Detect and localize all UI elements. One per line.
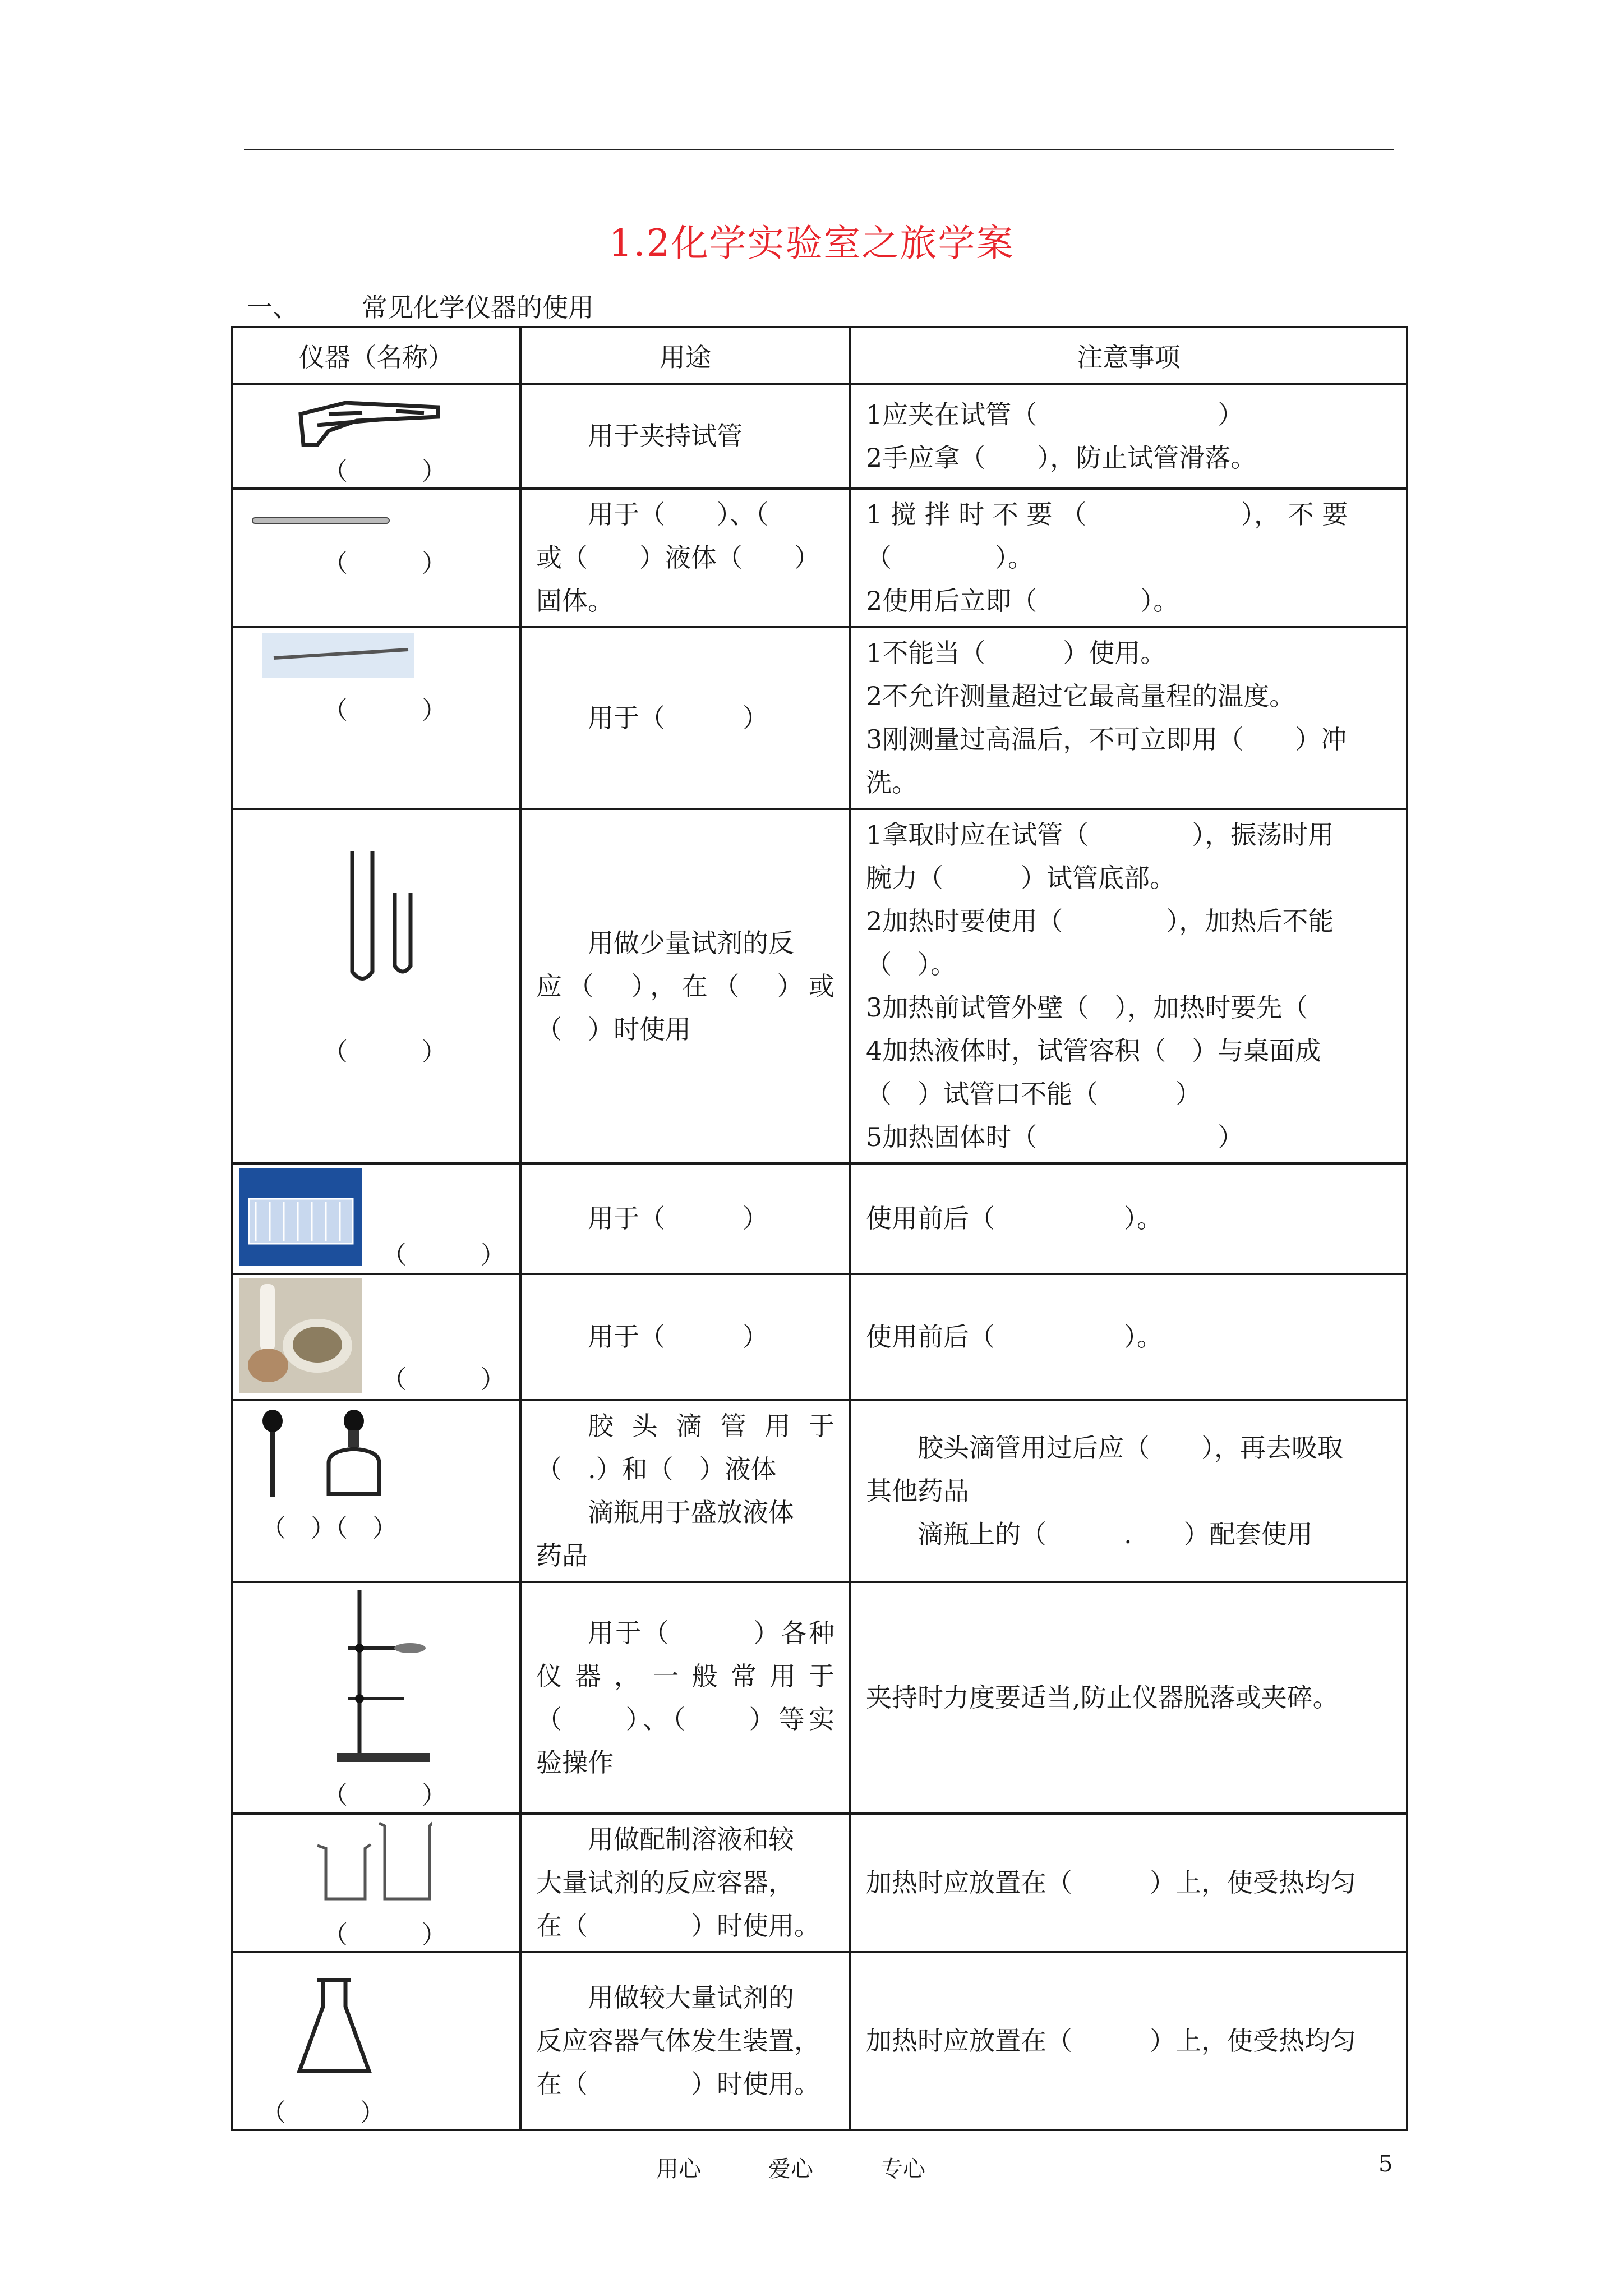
note-line: 1 搅 拌 时 不 要 （ ）， 不 要 — [866, 499, 1348, 530]
use-text: （ ）、（ ）等实 — [536, 1704, 834, 1734]
test-tube-holder-icon — [295, 392, 446, 448]
note-line: 2手应拿（ ），防止试管滑落。 — [866, 442, 1257, 473]
instrument-cell — [232, 1582, 520, 1814]
use-text: 在（ ）时使用。 — [536, 1911, 820, 1941]
note-line: 1应夹在试管（ ） — [866, 399, 1244, 430]
section-number: 一、 — [247, 292, 298, 323]
table-row — [232, 1163, 1407, 1274]
use-text: 用于（ ）、（ — [588, 499, 768, 530]
use-text: 用于（ ） — [588, 1322, 768, 1352]
instrument-name-blank: （ ） — [323, 1921, 446, 1949]
use-cell — [520, 1163, 850, 1274]
page-number: 5 — [1378, 2151, 1393, 2177]
instrument-name-blank: （ ） — [382, 1365, 505, 1394]
table-row — [232, 489, 1407, 627]
table-row — [232, 627, 1407, 809]
notes-cell — [850, 1582, 1407, 1814]
use-text: 仪 器 ， 一 般 常 用 于 — [536, 1660, 834, 1691]
use-text: 用做少量试剂的反 — [588, 927, 794, 958]
use-text: 用于（ ）各种 — [588, 1617, 834, 1648]
instrument-cell — [232, 489, 520, 627]
instrument-name-blank: （ ） — [261, 2099, 385, 2127]
use-text: 固体。 — [536, 586, 614, 616]
note-line: 5加热固体时（ ） — [866, 1122, 1244, 1152]
instrument-name-blank: （ ） — [382, 1241, 505, 1269]
instrument-table — [231, 326, 1408, 2131]
thermometer-icon — [262, 633, 414, 678]
test-tube-icon — [345, 848, 418, 988]
column-header: 用途 — [520, 327, 850, 384]
notes-cell — [850, 1400, 1407, 1582]
note-line: 使用前后（ ）。 — [866, 1203, 1163, 1234]
notes-cell — [850, 1274, 1407, 1400]
page-title: 1.2化学实验室之旅学案 — [608, 222, 1015, 265]
note-line: 滴瓶上的（ . ）配套使用 — [917, 1519, 1313, 1549]
note-line: 1不能当（ ）使用。 — [866, 638, 1166, 668]
note-line: 3刚测量过高温后，不可立即用（ ）冲 — [866, 724, 1347, 754]
use-text: （ .）和（ ）液体 — [536, 1454, 777, 1484]
glass-rod-icon — [251, 515, 391, 526]
use-text: 药品 — [536, 1540, 588, 1571]
table-row — [232, 1814, 1407, 1952]
notes-cell — [850, 384, 1407, 489]
instrument-cell — [232, 1274, 520, 1400]
instrument-cell — [232, 1400, 520, 1582]
notes-cell — [850, 1814, 1407, 1952]
note-line: 1拿取时应在试管（ ），振荡时用 — [866, 820, 1334, 850]
footer-motto: 用心 — [656, 2156, 701, 2182]
table-row — [232, 809, 1407, 1163]
table-row — [232, 1582, 1407, 1814]
note-line: 腕力（ ）试管底部。 — [866, 863, 1175, 893]
notes-cell — [850, 489, 1407, 627]
use-text: 用于（ ） — [588, 702, 768, 733]
instrument-name-blank: （ ） — [323, 549, 446, 578]
note-line: 2使用后立即（ ）。 — [866, 586, 1179, 616]
use-cell — [520, 627, 850, 809]
use-text: 滴瓶用于盛放液体 — [588, 1497, 794, 1527]
use-text: 验操作 — [536, 1747, 614, 1778]
table-row — [232, 1400, 1407, 1582]
instrument-name-blank: （ ） — [323, 696, 446, 725]
table-row — [232, 384, 1407, 489]
note-line: 胶头滴管用过后应（ ），再去吸取 — [917, 1432, 1343, 1463]
note-line: 其他药品 — [866, 1475, 969, 1506]
note-line: 2加热时要使用（ ），加热后不能 — [866, 906, 1334, 936]
note-line: 3加热前试管外壁（ ），加热时要先（ — [866, 992, 1308, 1023]
instrument-cell — [232, 1952, 520, 2130]
note-line: 使用前后（ ）。 — [866, 1322, 1163, 1352]
note-line: 加热时应放置在（ ）上，使受热均匀 — [866, 2026, 1356, 2056]
section-title: 常见化学仪器的使用 — [362, 292, 594, 323]
beaker-icon — [315, 1818, 432, 1907]
use-cell — [520, 1952, 850, 2130]
note-line: （ ）试管口不能（ ） — [866, 1079, 1201, 1109]
use-text: 或（ ）液体（ ） — [536, 542, 820, 573]
use-text: 用做较大量试剂的 — [588, 1982, 794, 2013]
note-line: 夹持时力度要适当,防止仪器脱落或夹碎。 — [866, 1682, 1339, 1713]
note-line: 4加热液体时，试管容积（ ）与桌面成 — [866, 1036, 1321, 1066]
conical-flask-icon — [295, 1976, 374, 2079]
notes-cell — [850, 1952, 1407, 2130]
use-text: 大量试剂的反应容器， — [536, 1867, 794, 1898]
notes-cell — [850, 809, 1407, 1163]
iron-stand-icon — [326, 1588, 432, 1770]
instrument-cell — [232, 1163, 520, 1274]
use-cell — [520, 1582, 850, 1814]
use-cell — [520, 489, 850, 627]
use-cell — [520, 1814, 850, 1952]
column-header: 仪器（名称） — [232, 327, 520, 384]
use-cell — [520, 384, 850, 489]
table-header-row — [232, 327, 1407, 384]
use-text: （ ）时使用 — [536, 1014, 691, 1045]
use-cell — [520, 809, 850, 1163]
use-cell — [520, 1400, 850, 1582]
note-line: 洗。 — [866, 767, 917, 798]
note-line: （ ）。 — [866, 949, 956, 979]
instrument-cell — [232, 1814, 520, 1952]
instrument-name-blank: （ ） — [323, 457, 446, 486]
table-row — [232, 1952, 1407, 2130]
footer-motto: 专心 — [880, 2156, 925, 2182]
instrument-cell — [232, 809, 520, 1163]
section-heading — [247, 287, 594, 324]
dropper-bottle-icon — [256, 1407, 396, 1502]
use-text: 胶 头 滴 管 用 于 — [588, 1411, 834, 1441]
use-cell — [520, 1274, 850, 1400]
use-text: 在（ ）时使用。 — [536, 2069, 820, 2099]
use-text: 用做配制溶液和较 — [588, 1824, 794, 1855]
instrument-cell — [232, 627, 520, 809]
table-row — [232, 1274, 1407, 1400]
test-tube-rack-icon — [239, 1168, 362, 1266]
mortar-pestle-icon — [239, 1278, 362, 1393]
use-text: 应（ ），在（ ）或 — [536, 970, 834, 1001]
use-text: 用于夹持试管 — [588, 421, 743, 451]
instrument-name-blank: （ ） — [323, 1781, 446, 1810]
notes-cell — [850, 1163, 1407, 1274]
notes-cell — [850, 627, 1407, 809]
instrument-name-blank: （ ）（ ） — [261, 1514, 397, 1543]
use-text: 用于（ ） — [588, 1203, 768, 1234]
use-text: 反应容器气体发生装置， — [536, 2026, 820, 2056]
header-rule — [244, 149, 1394, 150]
instrument-cell — [232, 384, 520, 489]
footer-motto: 爱心 — [768, 2156, 813, 2182]
note-line: 加热时应放置在（ ）上，使受热均匀 — [866, 1867, 1356, 1898]
note-line: 2不允许测量超过它最高量程的温度。 — [866, 681, 1295, 711]
note-line: （ ）。 — [866, 542, 1034, 573]
column-header: 注意事项 — [850, 327, 1407, 384]
instrument-name-blank: （ ） — [323, 1038, 446, 1066]
